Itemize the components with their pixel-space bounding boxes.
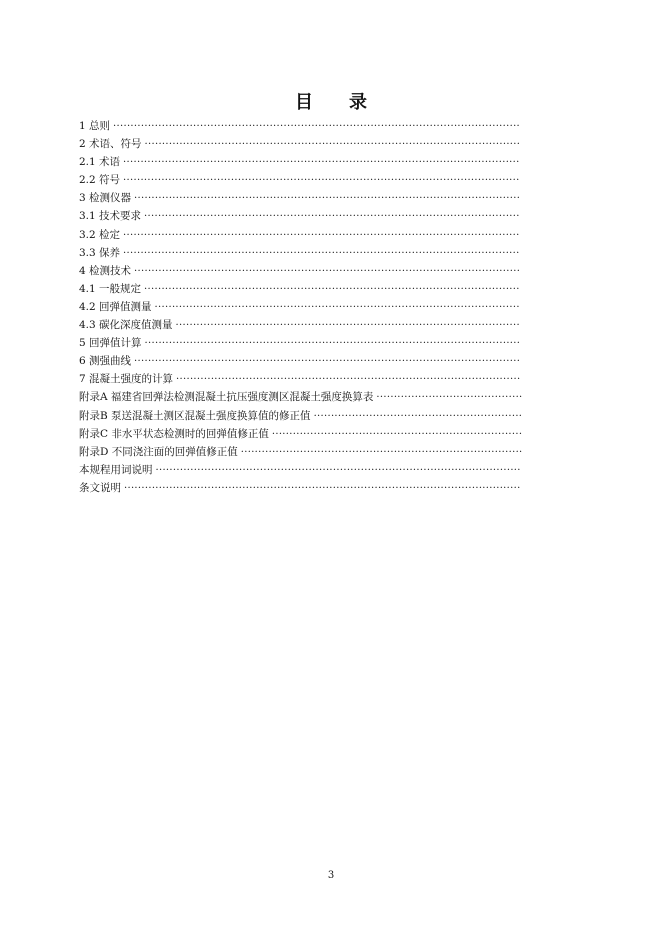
toc-entry[interactable]: [79, 262, 519, 280]
toc-entry[interactable]: [79, 461, 519, 479]
toc-entry-label: 2.1 术语: [79, 156, 121, 169]
toc-entry-label: 附录C 非水平状态检测时的回弹值修正值: [79, 427, 269, 440]
toc-entry-label: 5 回弹值计算: [79, 337, 142, 350]
toc-entry-label: 3 检测仪器: [79, 192, 132, 205]
toc-entry-label: 4 检测技术: [79, 264, 132, 277]
toc-dot-leader: ··················································································································: [123, 157, 520, 169]
toc-entry-label: 条文说明: [79, 481, 121, 494]
toc-entry[interactable]: [79, 153, 519, 171]
toc-entry[interactable]: [79, 226, 519, 244]
toc-entry-label: 3.1 技术要求: [79, 210, 142, 223]
toc-dot-leader: ·················································································: [240, 446, 523, 458]
page-title: 目 录: [295, 92, 367, 113]
toc-entry[interactable]: [79, 388, 523, 406]
toc-entry[interactable]: [79, 244, 519, 262]
toc-entry[interactable]: [79, 207, 519, 225]
page-number: 3: [327, 870, 335, 881]
toc-entry-label: 2.2 符号: [79, 174, 121, 187]
toc-entry-label: 3.3 保养: [79, 246, 121, 259]
toc-dot-leader: ············································································································: [144, 139, 521, 151]
toc-entry[interactable]: [79, 425, 523, 443]
toc-dot-leader: ···············································································································: [134, 265, 521, 277]
toc-dot-leader: ····························································: [313, 410, 523, 422]
toc-entry[interactable]: [79, 370, 519, 388]
toc-dot-leader: ··················································································································: [123, 175, 520, 187]
toc-dot-leader: ············································································································: [144, 211, 520, 223]
toc-entry[interactable]: [79, 171, 519, 189]
toc-entry[interactable]: [79, 479, 519, 497]
toc-dot-leader: ············································································································: [144, 283, 520, 295]
toc-dot-leader: ··················································································································: [124, 482, 521, 494]
toc-entry-label: 本规程用词说明: [79, 463, 153, 476]
toc-entry-label: 1 总则: [79, 120, 111, 132]
toc-dot-leader: ··················································································································: [123, 247, 520, 259]
toc-entry-label: 3.2 检定: [79, 228, 121, 241]
toc-dot-leader: ············································································································: [144, 338, 521, 350]
toc-entry-label: 6 测强曲线: [79, 355, 132, 368]
toc-entry[interactable]: [79, 189, 519, 207]
toc-entry-label: 2 术语、符号: [79, 138, 142, 151]
toc-dot-leader: ··················································································································: [123, 229, 520, 241]
toc-dot-leader: ·········································································································: [154, 301, 520, 313]
toc-entry[interactable]: [79, 316, 519, 334]
toc-entry[interactable]: [79, 117, 519, 135]
toc-dot-leader: ···············································································································: [134, 356, 521, 368]
toc-entry-label: 7 混凝土强度的计算: [79, 373, 174, 386]
toc-entry[interactable]: [79, 298, 519, 316]
toc-dot-leader: ···············································································································: [134, 193, 521, 205]
toc-dot-leader: ········································································: [271, 428, 523, 440]
toc-dot-leader: ··········································: [376, 392, 523, 404]
toc-entry[interactable]: [79, 135, 519, 153]
toc-entry-label: 附录B 泵送混凝土测区混凝土强度换算值的修正值: [79, 409, 311, 422]
toc-entry[interactable]: [79, 407, 523, 425]
table-of-contents: [79, 117, 523, 497]
toc-dot-leader: ·········································································································: [155, 464, 521, 476]
toc-dot-leader: ···································································································: [176, 374, 521, 386]
toc-entry[interactable]: [79, 334, 519, 352]
toc-entry-label: 4.2 回弹值测量: [79, 300, 152, 313]
toc-entry-label: 4.1 一般规定: [79, 282, 142, 295]
toc-entry[interactable]: [79, 352, 519, 370]
toc-entry-label: 附录D 不同浇注面的回弹值修正值: [79, 445, 238, 458]
toc-entry[interactable]: [79, 443, 523, 461]
toc-entry[interactable]: [79, 280, 519, 298]
toc-entry-label: 4.3 碳化深度值测量: [79, 319, 173, 332]
toc-dot-leader: ·····················································································································: [113, 121, 521, 132]
toc-entry-label: 附录A 福建省回弹法检测混凝土抗压强度测区混凝土强度换算表: [79, 391, 374, 404]
toc-dot-leader: ···································································································: [175, 320, 520, 332]
